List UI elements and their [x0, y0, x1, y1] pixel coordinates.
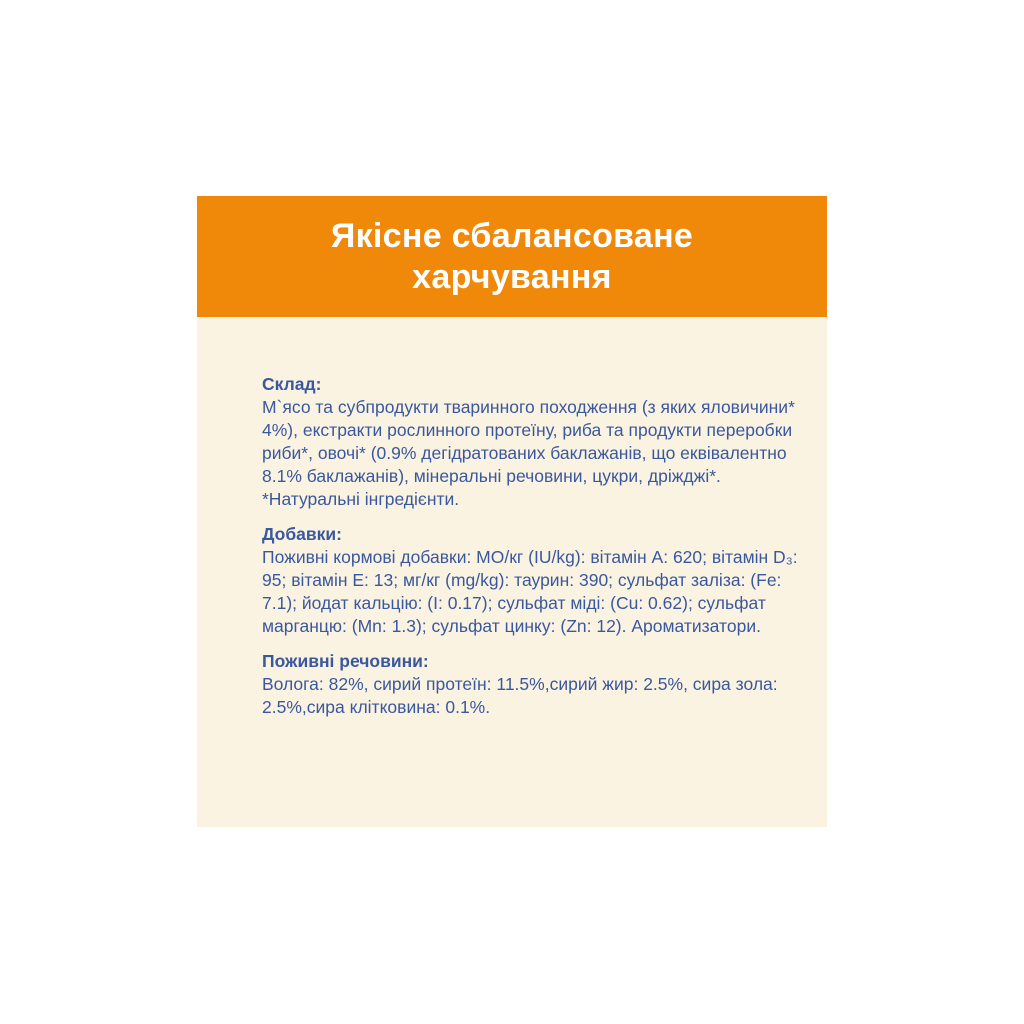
- section-additives: [262, 523, 805, 638]
- section-additives-heading: Добавки:: [262, 524, 343, 544]
- section-additives-text: Поживні кормові добавки: МО/кг (IU/kg): вітамін A: 620; вітамін D₃: 95; вітамін E: 13; мг/кг (mg/kg): таурин: 390; сульфат заліза: (Fe: 7.1); йодат кальцію: (I: 0.17); сульфат міді: (Cu: 0.62); сульфат марганцю: (Mn: 1.3); сульфат цинку: (Zn: 12). Ароматизатори.: [262, 547, 798, 636]
- card-body: [197, 317, 827, 827]
- section-composition-text: М`ясо та субпродукти тваринного походження (з яких яловичини* 4%), екстракти рослинного протеїну, риба та продукти переробки риби*, овочі* (0.9% дегідратованих баклажанів, що еквівалентно 8.1% баклажанів), мінеральні речовини, цукри, дріжджі*.: [262, 397, 795, 486]
- section-composition-heading: Склад:: [262, 374, 322, 394]
- section-composition-footnote: *Натуральні інгредієнти.: [262, 489, 460, 509]
- card-header: [197, 196, 827, 317]
- product-info-card: [197, 196, 827, 827]
- section-composition: [262, 373, 805, 511]
- card-title: Якісне сбалансоване харчування: [330, 216, 694, 296]
- section-nutrients: [262, 650, 805, 719]
- section-nutrients-text: Волога: 82%, сирий протеїн: 11.5%,сирий жир: 2.5%, сира зола: 2.5%,сира клітковина: 0.1%.: [262, 674, 778, 717]
- section-nutrients-heading: Поживні речовини:: [262, 651, 429, 671]
